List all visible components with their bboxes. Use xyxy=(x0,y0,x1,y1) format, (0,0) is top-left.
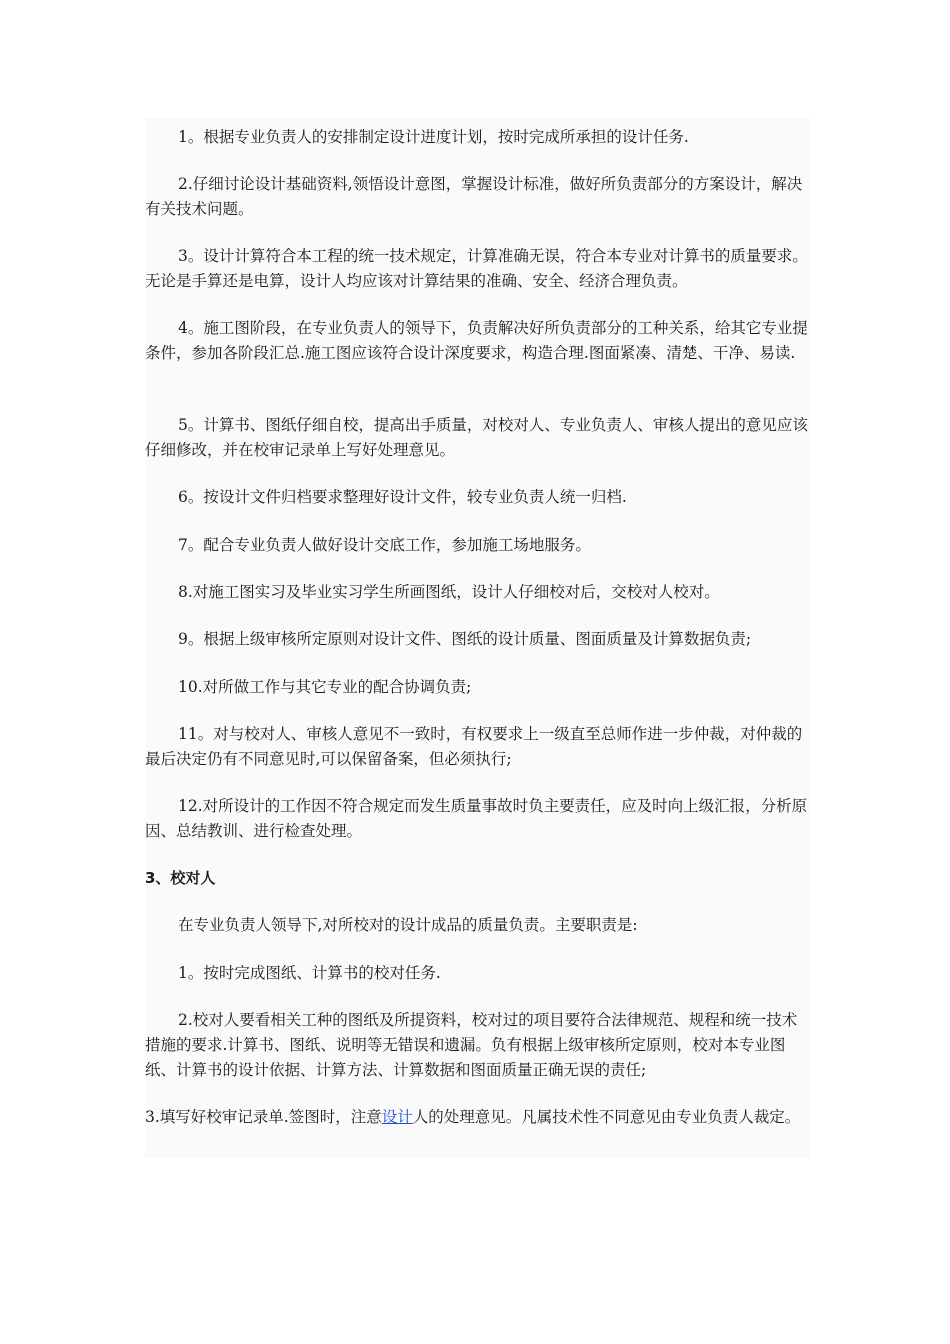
checker-duty-3-text-before: 3.填写好校审记录单.签图时，注意 xyxy=(145,1108,382,1126)
duty-paragraph-1: 1。根据专业负责人的安排制定设计进度计划，按时完成所承担的设计任务. xyxy=(178,128,689,146)
duty-paragraph-3: 3。设计计算符合本工程的统一技术规定，计算准确无误，符合本专业对计算书的质量要求。无论是手算还是电算，设计人均应该对计算结果的准确、安全、经济合理负责。 xyxy=(145,247,808,290)
section-heading-checker: 3、校对人 xyxy=(145,869,216,887)
duty-paragraph-5: 5。计算书、图纸仔细自校，提高出手质量，对校对人、专业负责人、审核人提出的意见应该仔细修改，并在校审记录单上写好处理意见。 xyxy=(145,416,808,459)
checker-intro: 在专业负责人领导下,对所校对的设计成品的质量负责。主要职责是: xyxy=(178,916,638,934)
checker-duty-2: 2.校对人要看相关工种的图纸及所提资料，校对过的项目要符合法律规范、规程和统一技术措施的要求.计算书、图纸、说明等无错误和遗漏。负有根据上级审核所定原则，校对本专业图纸、计算书的设计依据、计算方法、计算数据和图面质量正确无误的责任; xyxy=(145,1011,798,1079)
duty-paragraph-12: 12.对所设计的工作因不符合规定而发生质量事故时负主要责任，应及时向上级汇报，分析原因、总结教训、进行检查处理。 xyxy=(145,797,808,840)
design-link[interactable]: 设计 xyxy=(381,1108,413,1126)
duty-paragraph-7: 7。配合专业负责人做好设计交底工作，参加施工场地服务。 xyxy=(178,536,591,554)
duty-paragraph-6: 6。按设计文件归档要求整理好设计文件，较专业负责人统一归档. xyxy=(178,488,627,506)
duty-paragraph-4: 4。施工图阶段，在专业负责人的领导下，负责解决好所负责部分的工种关系，给其它专业提条件，参加各阶段汇总.施工图应该符合设计深度要求，构造合理.图面紧凑、清楚、干净、易读. xyxy=(145,319,808,362)
checker-duty-1: 1。按时完成图纸、计算书的校对任务. xyxy=(178,964,441,982)
duty-paragraph-8: 8.对施工图实习及毕业实习学生所画图纸，设计人仔细校对后，交校对人校对。 xyxy=(178,583,720,601)
duty-paragraph-11: 11。对与校对人、审核人意见不一致时，有权要求上一级直至总师作进一步仲裁，对仲裁的最后决定仍有不同意见时,可以保留备案，但必须执行; xyxy=(145,725,803,768)
duty-paragraph-9: 9。根据上级审核所定原则对设计文件、图纸的设计质量、图面质量及计算数据负责; xyxy=(178,630,752,648)
document-body xyxy=(145,118,810,1158)
duty-paragraph-2: 2.仔细讨论设计基础资料,领悟设计意图，掌握设计标准，做好所负责部分的方案设计，解决有关技术问题。 xyxy=(145,175,803,218)
checker-duty-3-text-after: 人的处理意见。凡属技术性不同意见由专业负责人裁定。 xyxy=(412,1108,801,1126)
checker-duty-3 xyxy=(145,1105,810,1130)
duty-paragraph-10: 10.对所做工作与其它专业的配合协调负责; xyxy=(178,678,472,696)
